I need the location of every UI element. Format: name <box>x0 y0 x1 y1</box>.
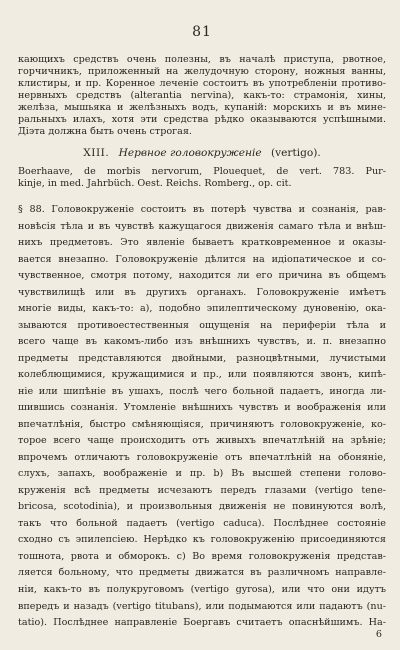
book-page <box>18 0 386 650</box>
text-line: кающихъ средствъ очень полезны, въ началѣ приступа, рвотное, <box>18 54 386 65</box>
section-heading <box>18 147 386 160</box>
section-number: XIII. <box>83 147 110 159</box>
section-title: Нервное головокруженіе <box>118 147 262 159</box>
text-line: сходно съ эпилепсіею. Нерѣдко къ головокруженію присоединяются <box>18 534 386 546</box>
text-line: bricosa, scotodinia), и произвольныя движенія не повинуются волѣ, <box>18 501 386 513</box>
text-line: шившись сознанія. Утомленіе внѣшнихъ чувствъ и воображенія или <box>18 402 386 414</box>
text-line: новѣсія тѣла и въ чувствѣ кажущагося движенія самаго тѣла и внѣш- <box>18 220 386 232</box>
text-line: чувственное, смотря потому, находится ли его причина въ общемъ <box>18 270 386 282</box>
text-line: впередъ и назадъ (vertigo titubans), или подымаются или падаютъ (nu- <box>18 600 386 612</box>
text-line: многіе виды, какъ-то: а), подобно эпилептическому дуновенію, ока- <box>18 303 386 315</box>
text-line: нервныхъ средствъ (alterantia nervina), какъ-то: страмонія, хины, <box>18 90 386 101</box>
text-line: чувствилищѣ или въ другихъ органахъ. Головокруженіе имѣетъ <box>18 286 386 298</box>
text-line: слухъ, запахъ, воображеніе и пр. b) Въ высшей степени голово- <box>18 468 386 480</box>
text-line: впечатлѣнія, быстро смѣняющіяся, причиняютъ головокруженіе, ко- <box>18 418 386 430</box>
text-line: ральныхъ илахъ, хотя эти средства рѣдко оказываются успѣшными. <box>18 114 386 125</box>
text-line: предметы представляются двойными, разноцвѣтными, лучистыми <box>18 352 386 364</box>
text-line: зываются противоестественныя ощущенія на периферіи тѣла и <box>18 319 386 331</box>
text-line: всего чаще въ какомъ-либо изъ внѣшнихъ чувствъ, и. п. внезапно <box>18 336 386 348</box>
text-line: горчичникъ, приложенный на желудочную сторону, ножныя ванны, <box>18 66 386 77</box>
text-line: колеблющимися, кружащимися и пр., или появляются звонъ, кипѣ- <box>18 369 386 381</box>
text-line: ляется больному, что предметы движатся въ различномъ направле- <box>18 567 386 579</box>
text-line: желѣза, мышьяка и желѣзныхъ водъ, купаній: морскихъ и въ мине- <box>18 102 386 113</box>
text-line: ніе или шипѣніе въ ушахъ, послѣ чего больной падаетъ, иногда ли- <box>18 385 386 397</box>
reference-line: Boerhaave, de morbis nervorum, Plouequet, de vert. 783. Pur- <box>18 166 386 177</box>
text-line: круженія всѣ предметы исчезаютъ передъ глазами (vertigo tene- <box>18 484 386 496</box>
text-line: нихъ предметовъ. Это явленіе бываетъ кратковременное и оказы- <box>18 237 386 248</box>
text-line: Діэта должна быть очень строгая. <box>18 126 192 137</box>
text-line: торое всего чаще происходитъ отъ живыхъ впечатлѣній на зрѣніе; <box>18 435 386 447</box>
text-line: такъ что больной падаетъ (vertigo caduca). Послѣднее состояніе <box>18 517 386 529</box>
text-line: § 88. Головокруженіе состоитъ въ потерѣ чувства и сознанія, рав- <box>18 204 386 215</box>
page-number: 81 <box>192 24 212 40</box>
text-line: tatio). Послѣднее направленіе Боергавъ считаетъ опаснѣйшимъ. На- <box>18 617 386 628</box>
text-line: клистиры, и пр. Коренное леченіе состоитъ въ употребленіи противо- <box>18 78 386 89</box>
reference-line: kinje, in med. Jahrbüch. Oest. Reichs. Romberg., op. cit. <box>18 178 292 189</box>
text-line: впрочемъ отличаютъ головокруженіе отъ впечатлѣній на обоняніе, <box>18 451 386 463</box>
signature-mark: 6 <box>375 629 382 640</box>
section-latin-title: (vertigo). <box>271 147 321 159</box>
text-line: ніи, какъ-то въ полукруговомъ (vertigo gyrosa), или что они идутъ <box>18 584 386 595</box>
text-line: вается внезапно. Головокруженіе дѣлится на идіопатическое и со- <box>18 253 386 265</box>
text-line: тошнота, рвота и обморокъ. c) Во время головокруженія представ- <box>18 550 386 562</box>
